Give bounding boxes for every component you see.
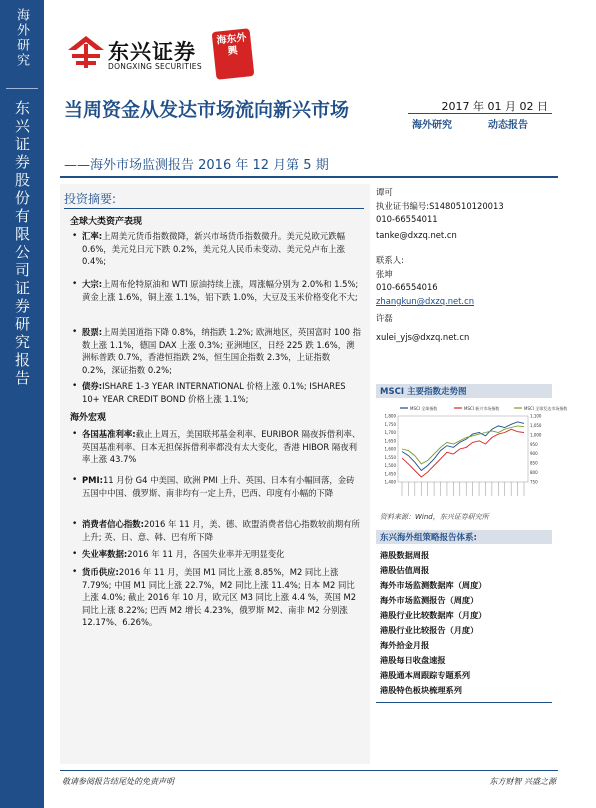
legend-label: MSCI 全球发达市场指数 (524, 406, 568, 411)
logo-name-en: DONGXING SECURITIES (108, 62, 202, 71)
seal-text: 海东外興 (215, 32, 247, 58)
y-tick-left: 1,550 (384, 454, 396, 460)
legend-label: MSCI 全球指数 (410, 406, 438, 411)
contact-email-2[interactable]: zhangkun@dxzq.net.cn (376, 296, 475, 306)
series-item: 海外市场监测数据库（周度） (380, 580, 487, 590)
y-tick-right: 800 (530, 470, 538, 476)
y-tick-right: 750 (530, 479, 538, 485)
bullet-icon: • (72, 549, 78, 559)
y-tick-left: 1,700 (384, 430, 396, 435)
abstract-panel (60, 184, 370, 764)
item-text: 2016 年 11 月，各国失业率并无明显变化 (127, 549, 285, 559)
chart-heading-bar (376, 384, 552, 398)
contact-label: 联系人: (376, 255, 404, 265)
item-text: 上周美元货币指数微降，新兴市场货币指数微升。美元兑欧元跌幅 0.6%，美元兑日元下跌 0.2%，美元兑人民币未变动、美元兑卢布上涨 0.4%; (82, 231, 345, 266)
item-bonds (72, 380, 362, 405)
report-date: 2017 年 01 月 02 日 (441, 100, 548, 113)
item-label: 大宗: (82, 279, 103, 289)
series-item: 港股通本周跟踪专题系列 (380, 670, 471, 680)
bullet-icon: • (72, 519, 78, 529)
series-heading-bar (376, 530, 552, 544)
item-text: ISHARE 1-3 YEAR INTERNATIONAL 价格上涨 0.1%; ISHARES 10+ YEAR CREDIT BOND 价格上涨 1.1%; (82, 381, 346, 404)
analyst-email-1: tanke@dxzq.net.cn (376, 230, 457, 240)
logo-name-cn: 东兴证券 (108, 40, 196, 64)
tag-overseas-research: 海外研究 (412, 120, 452, 131)
abstract-heading: 投资摘要: (64, 192, 117, 206)
y-tick-left: 1,500 (384, 463, 396, 468)
sidebar-divider (6, 88, 38, 89)
analyst-name-1: 谭可 (376, 187, 393, 197)
chart-heading: MSCI 主要指数走势图 (380, 387, 467, 397)
item-text: 上周布伦特原油和 WTI 原油持续上涨，周涨幅分别为 2.0%和 1.5%; 黄金上涨 1.6%，铜上涨 1.1%，铝下跌 1.0%，大豆及玉米价格变化不大; (82, 279, 359, 302)
y-tick-right: 900 (530, 451, 538, 457)
contact-name-3: 许磊 (376, 313, 393, 323)
report-title: 当周资金从发达市场流向新兴市场 (64, 99, 350, 121)
header-rule (60, 176, 558, 178)
y-tick-right: 1,000 (530, 432, 542, 438)
series-item: 海外拾金月报 (380, 640, 430, 650)
item-label: 失业率数据: (82, 549, 128, 559)
y-tick-left: 1,450 (384, 471, 396, 477)
seal-stamp (212, 28, 255, 80)
contact-name-2: 张坤 (376, 269, 393, 279)
y-tick-left: 1,750 (384, 421, 396, 427)
item-label: PMI: (82, 475, 103, 485)
item-label: 债券: (82, 381, 103, 391)
y-tick-left: 1,600 (384, 446, 396, 452)
item-pmi (72, 474, 362, 499)
item-consumer-confidence (72, 518, 362, 543)
item-label: 消费者信心指数: (82, 519, 144, 529)
bullet-icon: • (72, 475, 78, 485)
sidebar-section-label: 海外研究 (14, 8, 29, 68)
logo-mark-icon (66, 34, 106, 70)
sidebar-company-label: 东兴证券股份有限公司证券研究报告 (13, 100, 31, 388)
series-item: 港股每日收盘速报 (380, 655, 446, 665)
y-tick-left: 1,650 (384, 438, 396, 444)
report-subtitle: ——海外市场监测报告 2016 年 12 月第 5 期 (64, 158, 329, 173)
item-money-supply (72, 566, 362, 629)
item-fx (72, 230, 362, 268)
contact-email-3: xulei_yjs@dxzq.net.cn (376, 332, 470, 342)
item-label: 股票: (82, 327, 103, 337)
series-item: 港股估值周报 (380, 565, 430, 575)
section-overseas-macro: 海外宏观 (70, 413, 107, 423)
y-tick-left: 1,800 (384, 413, 396, 419)
date-box (408, 98, 552, 132)
y-tick-right: 950 (530, 441, 538, 447)
bullet-icon: • (72, 327, 78, 337)
analyst-phone-1: 010-66554011 (376, 214, 438, 224)
item-unemployment (72, 548, 362, 561)
item-equities (72, 326, 362, 376)
footer-disclaimer: 敬请参阅报告结尾处的免责声明 (62, 777, 174, 786)
item-text: 2016 年 11 月，美、德、欧盟消费者信心指数较前期有所上升; 英、日、意、韩、巴有所下降 (82, 519, 360, 542)
bullet-icon: • (72, 567, 78, 577)
series-rule (376, 702, 552, 703)
series-item: 港股数据周报 (380, 550, 430, 560)
series-item: 港股行业比较数据库（月度） (380, 610, 487, 620)
footer-rule (60, 770, 558, 771)
legend-label: MSCI 新兴市场指数 (464, 406, 500, 411)
item-label: 各国基准利率: (82, 429, 136, 439)
series-heading: 东兴海外组策略报告体系: (380, 533, 477, 543)
item-label: 汇率: (82, 231, 103, 241)
bullet-icon: • (72, 429, 78, 439)
series-item: 港股特色板块梳理系列 (380, 685, 462, 695)
y-tick-right: 1,050 (530, 422, 542, 428)
series-item: 海外市场监测报告（周度） (380, 595, 479, 605)
item-text: 截止上周五，美国联邦基金利率、EURIBOR 隔夜拆借利率、英国基准利率、日本无担保拆借利率都没有太大变化，香港 HIBOR 隔夜利率上涨 43.7% (82, 429, 361, 464)
item-text: 11 月份 G4 中美国、欧洲 PMI 上升、英国、日本有小幅回落，金砖五国中中国、俄罗斯、南非均有一定上升，巴西、印度有小幅的下降 (82, 475, 355, 498)
item-text: 2016 年 11 月，美国 M1 同比上涨 8.85%，M2 同比上涨 7.79%; 中国 M1 同比上涨 22.7%，M2 同比上涨 11.4%; 日本 M2 同比上涨 4.0%; 截止 2016 年 10 月，欧元区 M3 同比上涨 4.4 %，英国 M2 同比上涨 8.22%; 巴西 M2 增长 4.23%，俄罗斯 M2、南非 M2 分别涨 12.17%、6.26%。 (82, 567, 357, 627)
chart-source: 资料来源：Wind，东兴证券研究所 (380, 513, 489, 521)
item-commodities (72, 278, 362, 303)
bullet-icon: • (72, 231, 78, 241)
item-base-rates (72, 428, 362, 466)
tag-dynamic-report: 动态报告 (488, 120, 528, 131)
item-text: 上周美国道指下降 0.8%，纳指跌 1.2%; 欧洲地区，英国富时 100 指数上涨 1.1%，德国 DAX 上涨 0.3%; 亚洲地区，日经 225 跌 1.6%，澳洲标普跌 0.7%，香港恒指跌 2%，恒生国企指数 2.3%，上证指数 0.2%，深证指数 0.2%; (82, 327, 362, 375)
y-tick-left: 1,400 (384, 479, 396, 485)
y-tick-right: 1,100 (530, 413, 542, 419)
sidebar (0, 0, 44, 808)
msci-line-chart (376, 402, 568, 504)
analyst-cert: 执业证书编号:S1480510120013 (376, 201, 504, 211)
item-label: 货币供应: (82, 567, 119, 577)
footer-slogan: 东方财智 兴盛之源 (489, 777, 556, 786)
bullet-icon: • (72, 381, 78, 391)
section-global-assets: 全球大类资产表现 (70, 217, 143, 227)
contact-phone-2: 010-66554016 (376, 282, 438, 292)
abstract-rule (64, 208, 364, 209)
y-tick-right: 850 (530, 460, 538, 466)
bullet-icon: • (72, 279, 78, 289)
series-item: 港股行业比较报告（月度） (380, 625, 479, 635)
date-divider (408, 113, 552, 114)
